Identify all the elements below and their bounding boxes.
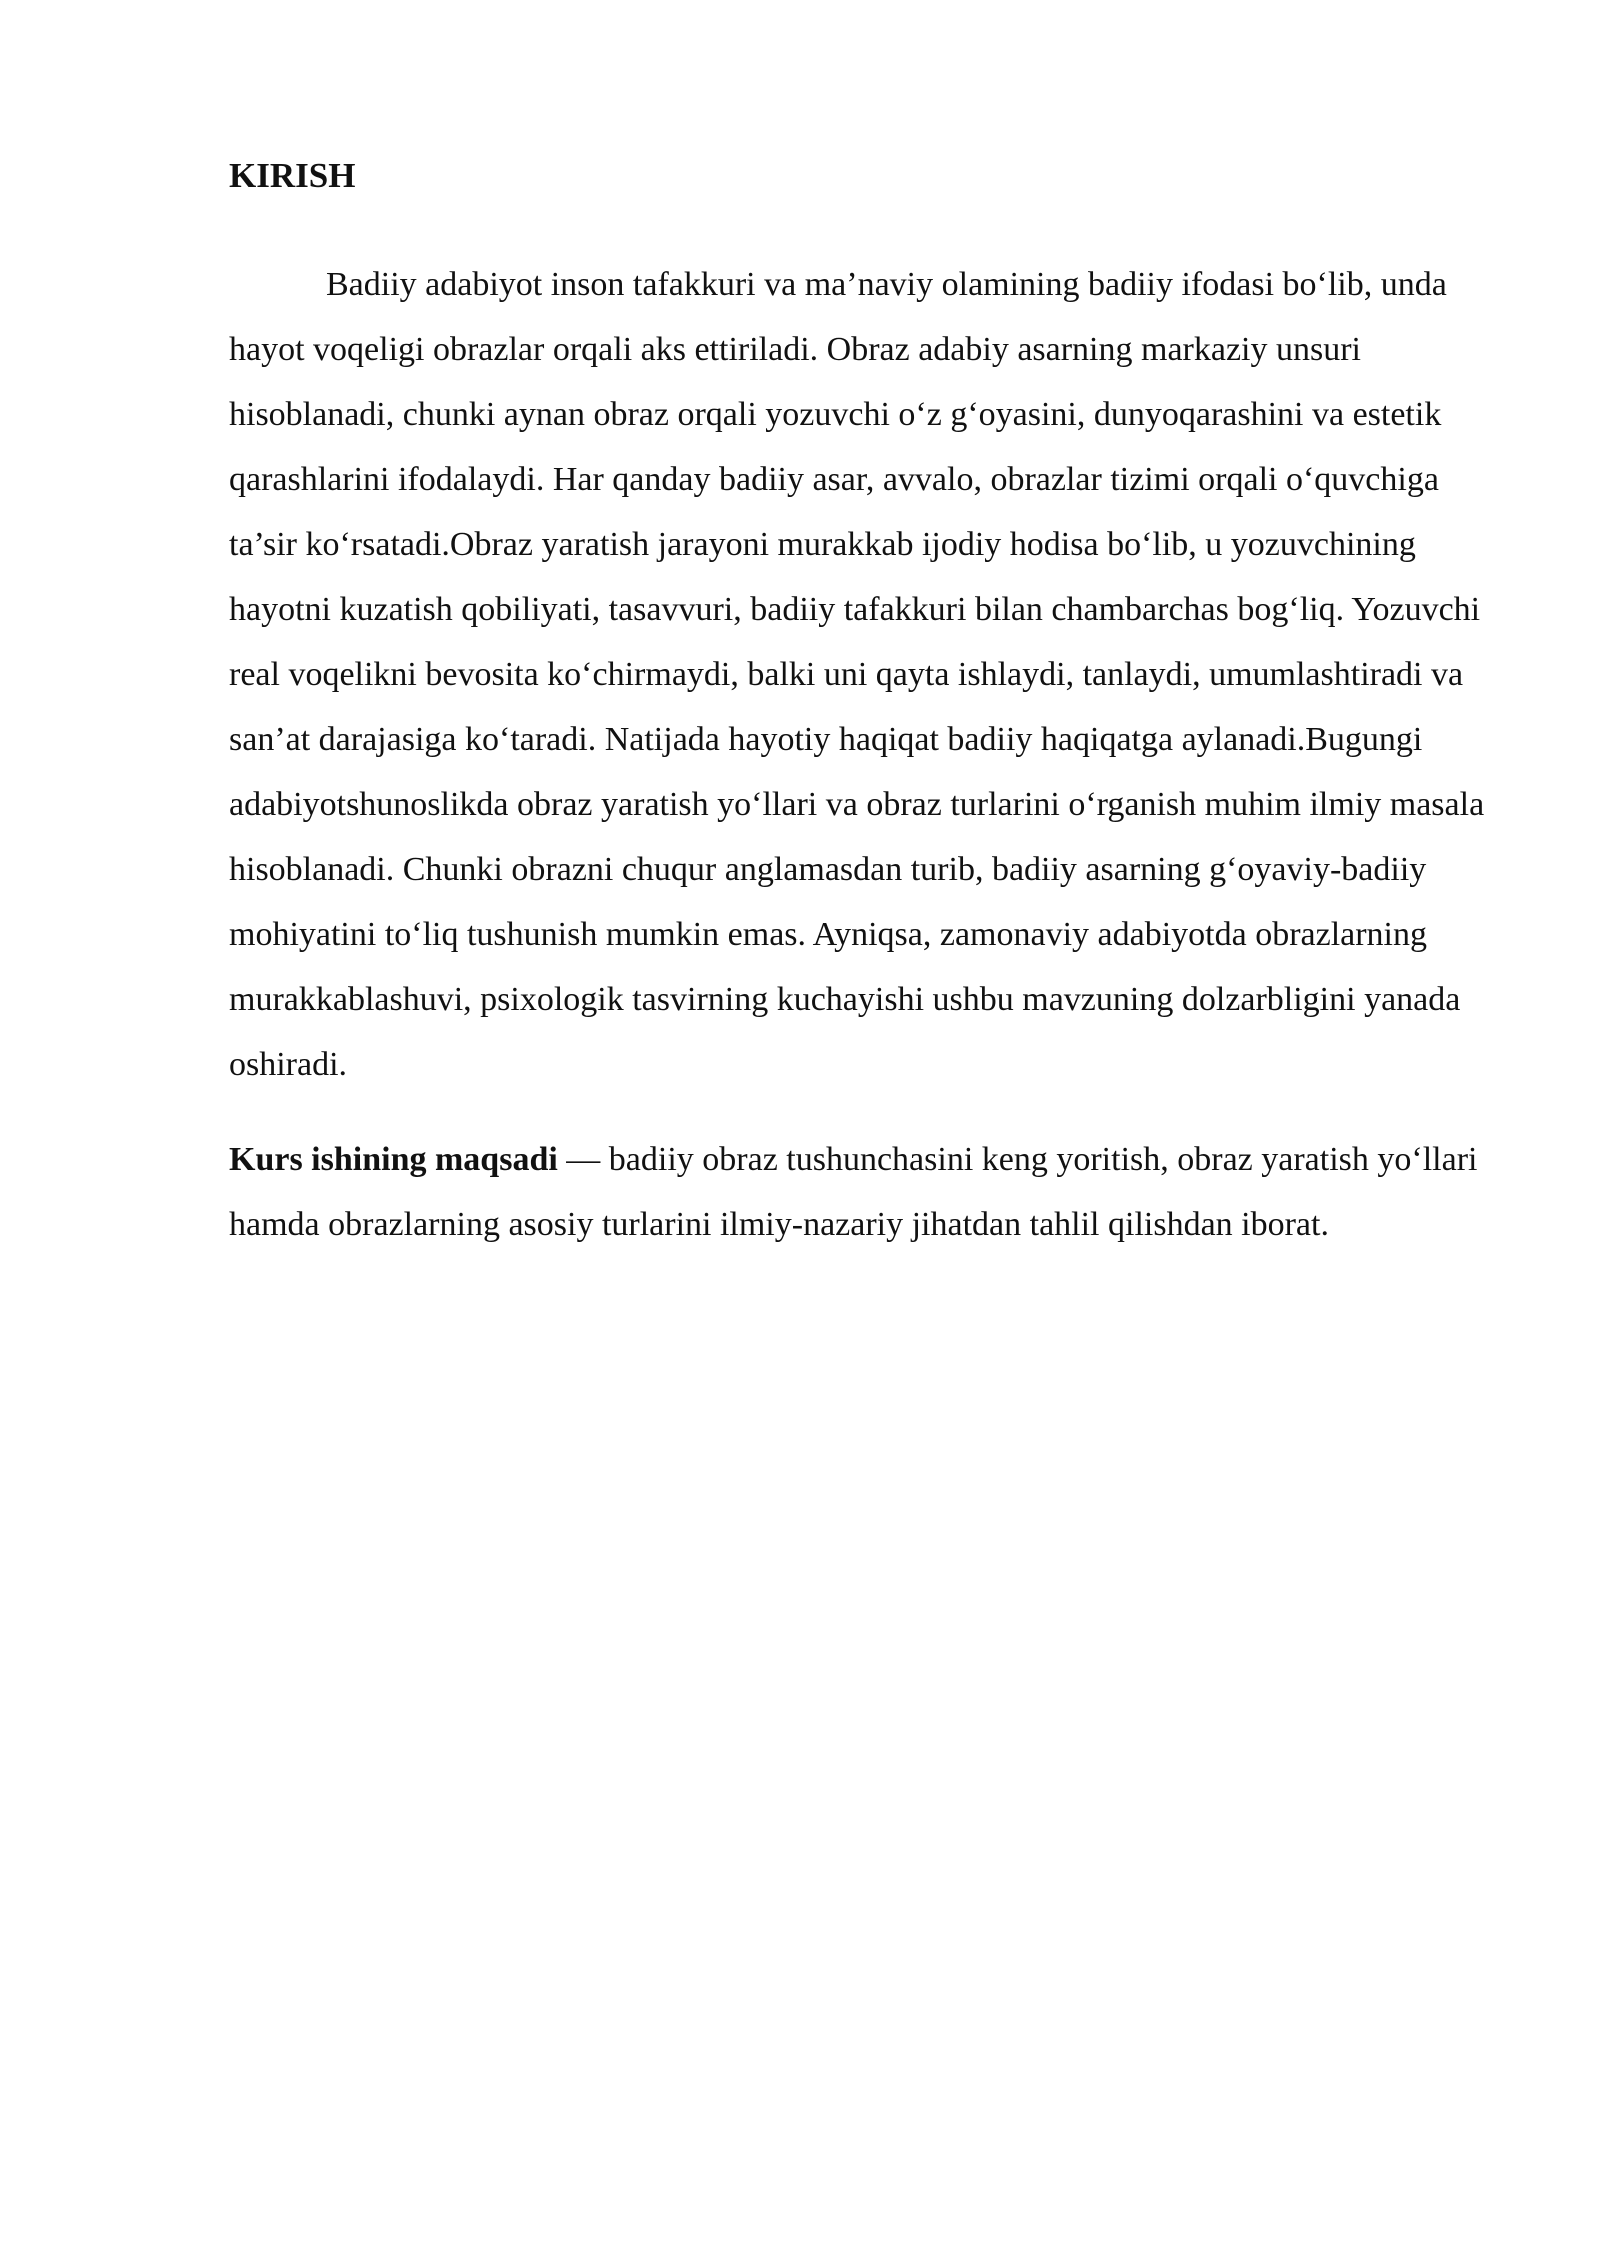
goal-text: — badiiy obraz tushunchasini keng yoritish, obraz yaratish yo‘llari hamda obrazlarning asosiy turlarini ilmiy-nazariy jihatdan tahlil qilishdan iborat. bbox=[229, 1141, 1478, 1243]
goal-bold-lead: Kurs ishining maqsadi bbox=[229, 1141, 558, 1178]
page-content bbox=[229, 150, 1501, 1257]
intro-paragraph: Badiiy adabiyot inson tafakkuri va ma’naviy olamining badiiy ifodasi bo‘lib, unda hayot voqeligi obrazlar orqali aks ettiriladi. Obraz adabiy asarning markaziy unsuri hisoblanadi, chunki aynan obraz orqali yozuvchi o‘z g‘oyasini, dunyoqarashini va estetik qarashlarini ifodalaydi. Har qanday badiiy asar, avvalo, obrazlar tizimi orqali o‘quvchiga ta’sir ko‘rsatadi.Obraz yaratish jarayoni murakkab ijodiy hodisa bo‘lib, u yozuvchining hayotni kuzatish qobiliyati, tasavvuri, badiiy tafakkuri bilan chambarchas bog‘liq. Yozuvchi real voqelikni bevosita ko‘chirmaydi, balki uni qayta ishlaydi, tanlaydi, umumlashtiradi va san’at darajasiga ko‘taradi. Natijada hayotiy haqiqat badiiy haqiqatga aylanadi.Bugungi adabiyotshunoslikda obraz yaratish yo‘llari va obraz turlarini o‘rganish muhim ilmiy masala hisoblanadi. Chunki obrazni chuqur anglamasdan turib, badiiy asarning g‘oyaviy-badiiy mohiyatini to‘liq tushunish mumkin emas. Ayniqsa, zamonaviy adabiyotda obrazlarning murakkablashuvi, psixologik tasvirning kuchayishi ushbu mavzuning dolzarbligini yanada oshiradi. bbox=[229, 266, 1485, 1083]
section-heading: KIRISH bbox=[229, 156, 356, 195]
goal-paragraph bbox=[229, 1127, 1501, 1257]
